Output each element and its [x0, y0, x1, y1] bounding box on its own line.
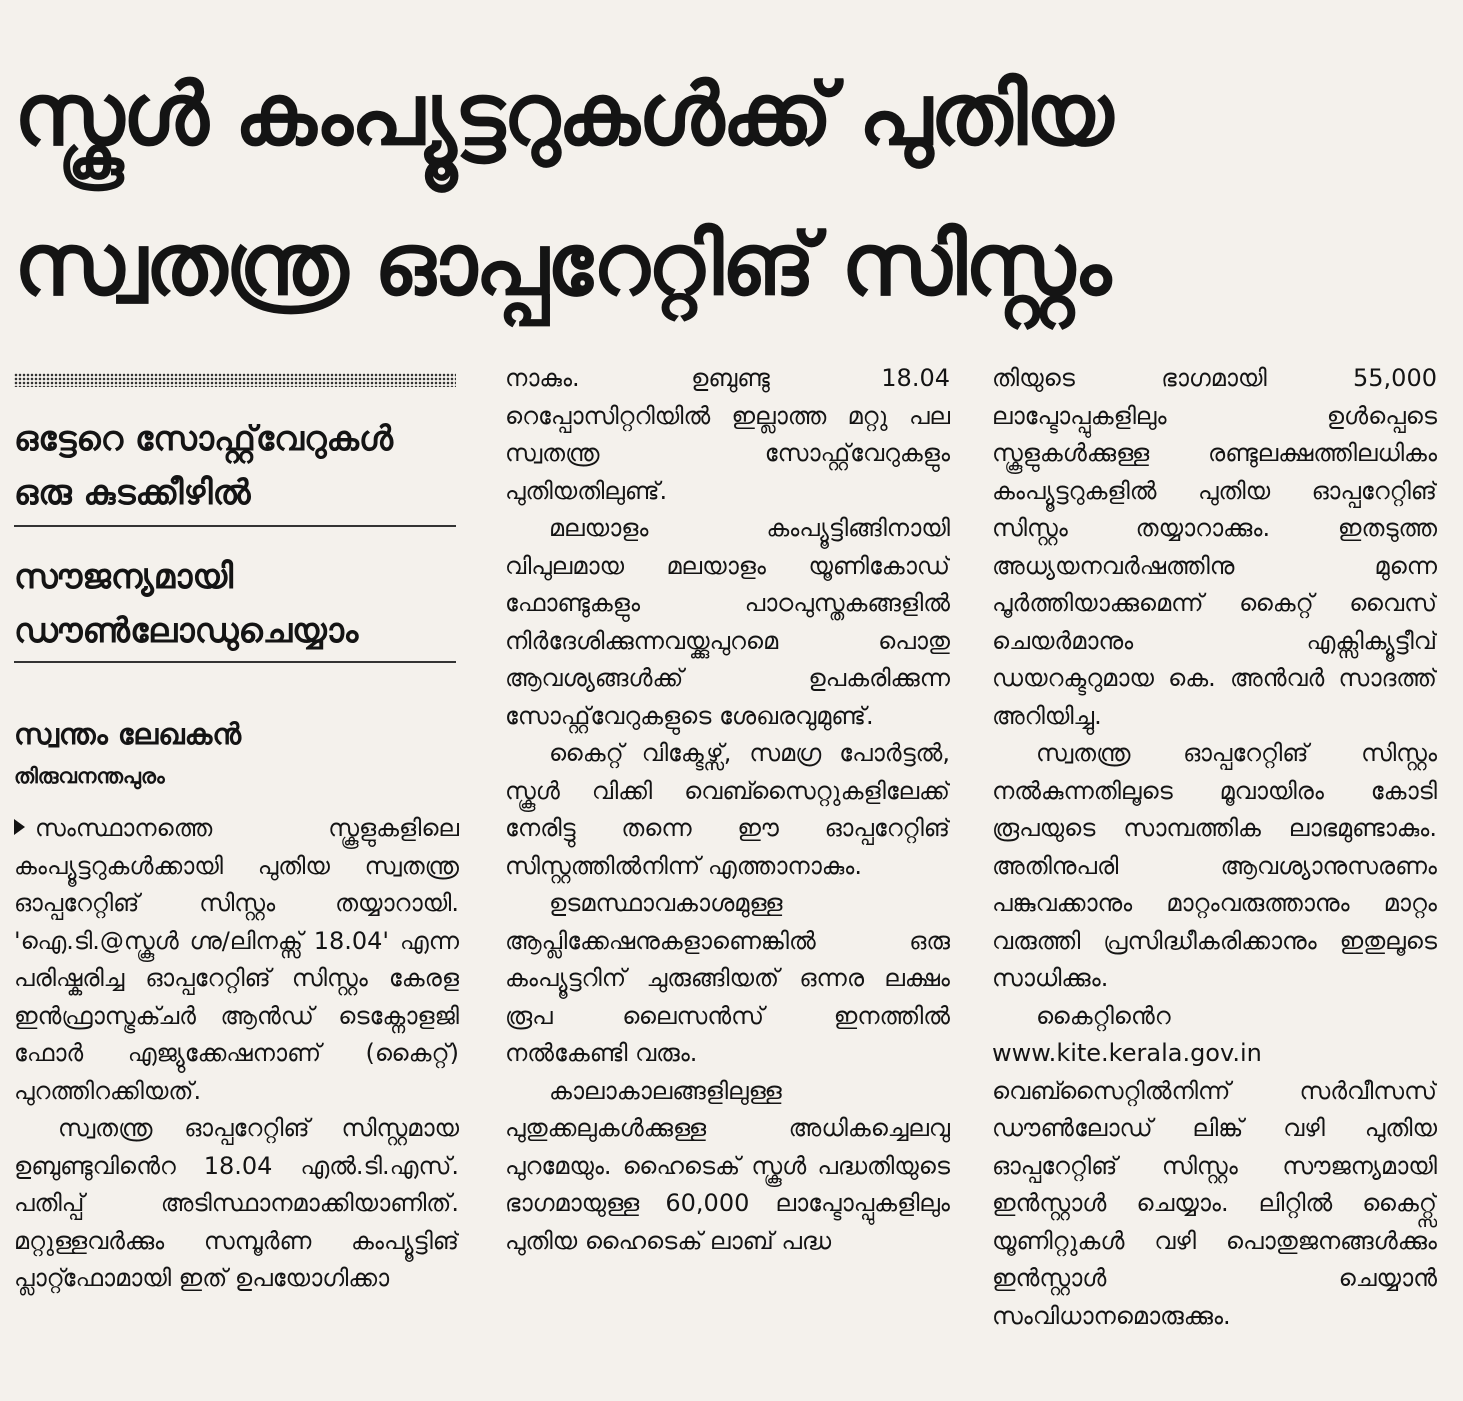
play-arrow-icon [14, 819, 25, 835]
paragraph: നാകും. ഉബുണ്ടു 18.04 റെപ്പോസിറ്ററിയിൽ ഇല്ലാത്ത മറ്റു പല സ്വതന്ത്ര സോഫ്റ്റ്‌വേറുകളും പുതിയതിലുണ്ട്. [505, 364, 950, 505]
subheading-1: ഒട്ടേറെ സോഫ്റ്റ്‌വേറുകൾ ഒരു കുടക്കീഴിൽ [14, 419, 394, 513]
article-column-2 [505, 360, 950, 1378]
paragraph: കൈറ്റ് വിക്ടേഴ്സ്, സമഗ്ര പോർട്ടൽ, സ്കൂൾ വിക്കി വെബ്സൈറ്റുകളിലേക്ക് നേരിട്ടു തന്നെ ഈ ഓപ്പറേറ്റിങ് സിസ്റ്റത്തിൽനിന്ന് എത്താനാകും. [505, 739, 950, 880]
divider-2 [14, 661, 456, 663]
article-column-3 [992, 360, 1437, 1378]
paragraph: സ്വതന്ത്ര ഓപ്പറേറ്റിങ് സിസ്റ്റമായ ഉബുണ്ടുവിൻെറ 18.04 എൽ.ടി.എസ്. പതിപ്പ് അടിസ്ഥാനമാക്കിയാണിത്. മറ്റുള്ളവർക്കും സമ്പൂർണ കംപ്യൂട്ടിങ് പ്ലാറ്റ്ഫോമായി ഇത് ഉപയോഗിക്കാ [14, 1114, 459, 1292]
divider-1 [14, 525, 456, 527]
paragraph: കാലാകാലങ്ങളിലുള്ള പുതുക്കലുകൾക്കുള്ള അധികച്ചെലവു പുറമേയും. ഹൈടെക് സ്കൂൾ പദ്ധതിയുടെ ഭാഗമായുള്ള 60,000 ലാപ്ടോപ്പുകളിലും പുതിയ ഹൈടെക് ലാബ് പദ്ധ [505, 1076, 950, 1255]
byline-place: തിരുവനന്തപുരം [14, 764, 165, 788]
paragraph: മലയാളം കംപ്യൂട്ടിങ്ങിനായി വിപുലമായ മലയാളം യൂണികോഡ് ഫോണ്ടുകളും പാഠപുസ്തകങ്ങളിൽ നിർദേശിക്കുന്നവയ്ക്കുപുറമെ പൊതു ആവശ്യങ്ങൾക്ക് ഉപകരിക്കുന്ന സോഫ്റ്റ്‌വേറുകളുടെ ശേഖരവുമുണ്ട്. [505, 514, 950, 730]
paragraph: ഉടമസ്ഥാവകാശമുള്ള ആപ്ലിക്കേഷനുകളാണെങ്കിൽ ഒരു കംപ്യൂട്ടറിന് ചുരുങ്ങിയത് ഒന്നര ലക്ഷം രൂപ ലൈസൻസ് ഇനത്തിൽ നൽകേണ്ടി വരും. [505, 889, 950, 1067]
byline-author: സ്വന്തം ലേഖകൻ [14, 717, 242, 751]
paragraph-text: സംസ്ഥാനത്തെ സ്കൂളുകളിലെ കംപ്യൂട്ടറുകൾക്കായി പുതിയ സ്വതന്ത്ര ഓപ്പറേറ്റിങ് സിസ്റ്റം തയ്യാറായി. 'ഐ.ടി.@സ്കൂൾ ഗ്നു/ലിനക്സ് 18.04' എന്ന പരിഷ്കരിച്ച ഓപ്പറേറ്റിങ് സിസ്റ്റം കേരള ഇൻഫ്രാസ്ട്രക്ചർ ആൻഡ് ടെക്നോളജി ഫോർ എജ്യുക്കേഷനാണ് (കൈറ്റ്) പുറത്തിറക്കിയത്. [14, 814, 459, 1105]
paragraph [14, 810, 459, 1110]
headline-line-1: സ്കൂൾ കംപ്യൂട്ടറുകൾക്ക് പുതിയ [14, 65, 1112, 165]
headline-line-2: സ്വതന്ത്ര ഓപ്പറേറ്റിങ് സിസ്റ്റം [14, 215, 1110, 315]
paragraph: തിയുടെ ഭാഗമായി 55,000 ലാപ്ടോപ്പുകളിലും ഉൾപ്പെടെ സ്കൂളുകൾക്കുള്ള രണ്ടുലക്ഷത്തിലധികം കംപ്യൂട്ടറുകളിൽ പുതിയ ഓപ്പറേറ്റിങ് സിസ്റ്റം തയ്യാറാക്കും. ഇതടുത്ത അധ്യയനവർഷത്തിനു മുന്നെ പൂർത്തിയാക്കുമെന്ന് കൈറ്റ് വൈസ് ചെയർമാനും എക്സിക്യൂട്ടീവ് ഡയറക്ടറുമായ കെ. അൻവർ സാദത്ത് അറിയിച്ചു. [992, 364, 1437, 730]
headline [14, 40, 1454, 340]
article-column-1 [14, 810, 459, 1378]
paragraph: സ്വതന്ത്ര ഓപ്പറേറ്റിങ് സിസ്റ്റം നൽകുന്നതിലൂടെ മൂവായിരം കോടി രൂപയുടെ സാമ്പത്തിക ലാഭമുണ്ടാകും. അതിനുപരി ആവശ്യാനുസരണം പങ്കുവക്കാനും മാറ്റംവരുത്താനും മാറ്റം വരുത്തി പ്രസിദ്ധീകരിക്കാനും ഇതുലൂടെ സാധിക്കും. [992, 739, 1437, 992]
paragraph: കൈറ്റിൻെറ www.kite.kerala.gov.in വെബ്സൈറ്റിൽനിന്ന് സർവീസസ് ഡൗൺലോഡ് ലിങ്ക് വഴി പുതിയ ഓപ്പറേറ്റിങ് സിസ്റ്റം സൗജന്യമായി ഇൻസ്റ്റാൾ ചെയ്യാം. ലിറ്റിൽ കൈറ്റ്സ് യൂണിറ്റുകൾ വഴി പൊതുജനങ്ങൾക്കും ഇൻസ്റ്റാൾ ചെയ്യാൻ സംവിധാനമൊരുക്കും. [992, 1001, 1437, 1330]
subheading-2: സൗജന്യമായി ഡൗൺലോഡുചെയ്യാം [14, 557, 359, 651]
dotted-divider [14, 373, 456, 387]
